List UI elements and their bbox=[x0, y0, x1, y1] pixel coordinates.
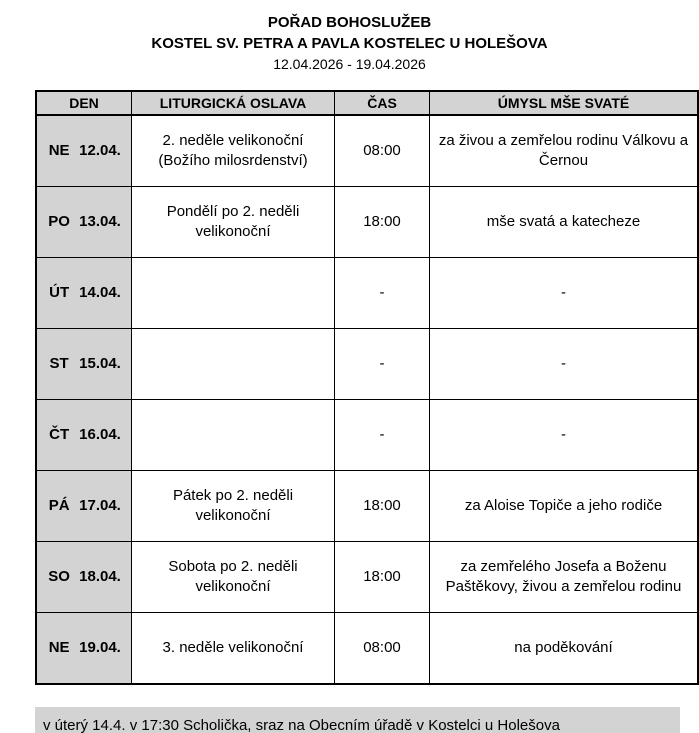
day-abbr: NE bbox=[48, 639, 70, 656]
document-header bbox=[0, 12, 699, 74]
column-header: DEN bbox=[36, 91, 132, 115]
day-abbr: ÚT bbox=[49, 284, 70, 301]
day-cell bbox=[36, 115, 132, 187]
day-cell bbox=[36, 329, 132, 400]
table-row bbox=[36, 115, 698, 187]
schedule-table bbox=[35, 90, 699, 685]
church-name: KOSTEL SV. PETRA A PAVLA KOSTELEC U HOLEŠOVA bbox=[151, 35, 548, 52]
day-cell bbox=[36, 471, 132, 542]
day-date: 16.04. bbox=[79, 426, 121, 443]
day-abbr: PÁ bbox=[48, 497, 70, 514]
day-date: 15.04. bbox=[79, 355, 121, 372]
document-title: POŘAD BOHOSLUŽEB bbox=[267, 14, 432, 31]
time-cell: 18:00 bbox=[335, 187, 430, 258]
day-abbr: NE bbox=[48, 142, 70, 159]
intention-cell: - bbox=[430, 400, 699, 471]
day-date: 19.04. bbox=[79, 639, 121, 656]
table-row bbox=[36, 258, 698, 329]
column-header: ÚMYSL MŠE SVATÉ bbox=[430, 91, 699, 115]
day-cell bbox=[36, 187, 132, 258]
time-cell: - bbox=[335, 400, 430, 471]
day-date: 12.04. bbox=[79, 142, 121, 159]
column-header: LITURGICKÁ OSLAVA bbox=[132, 91, 335, 115]
table-row bbox=[36, 613, 698, 685]
day-abbr: PO bbox=[48, 213, 70, 230]
celebration-cell: Sobota po 2. neděli velikonoční bbox=[132, 542, 335, 613]
day-abbr: ST bbox=[49, 355, 69, 372]
table-row bbox=[36, 187, 698, 258]
day-cell bbox=[36, 542, 132, 613]
time-cell: 18:00 bbox=[335, 471, 430, 542]
intention-cell: - bbox=[430, 258, 699, 329]
celebration-cell bbox=[132, 258, 335, 329]
day-abbr: ČT bbox=[49, 426, 70, 443]
table-row bbox=[36, 329, 698, 400]
time-cell: 08:00 bbox=[335, 115, 430, 187]
celebration-cell: 2. neděle velikonoční (Božího milosrdenství) bbox=[132, 115, 335, 187]
table-row bbox=[36, 542, 698, 613]
intention-cell: - bbox=[430, 329, 699, 400]
day-cell bbox=[36, 258, 132, 329]
intention-cell: mše svatá a katecheze bbox=[430, 187, 699, 258]
header-row bbox=[36, 91, 698, 115]
time-cell: 18:00 bbox=[335, 542, 430, 613]
celebration-cell: Pondělí po 2. neděli velikonoční bbox=[132, 187, 335, 258]
celebration-cell: 3. neděle velikonoční bbox=[132, 613, 335, 685]
time-cell: - bbox=[335, 329, 430, 400]
date-range: 12.04.2026 - 19.04.2026 bbox=[273, 56, 426, 72]
intention-cell: za živou a zemřelou rodinu Válkovu a Černou bbox=[430, 115, 699, 187]
intention-cell: na poděkování bbox=[430, 613, 699, 685]
celebration-cell bbox=[132, 400, 335, 471]
table-row bbox=[36, 471, 698, 542]
celebration-cell: Pátek po 2. neděli velikonoční bbox=[132, 471, 335, 542]
intention-cell: za Aloise Topiče a jeho rodiče bbox=[430, 471, 699, 542]
celebration-cell bbox=[132, 329, 335, 400]
day-date: 18.04. bbox=[79, 568, 121, 585]
footer-note: v úterý 14.4. v 17:30 Scholička, sraz na Obecním úřadě v Kostelci u Holešova bbox=[35, 707, 680, 733]
day-date: 13.04. bbox=[79, 213, 121, 230]
day-date: 14.04. bbox=[79, 284, 121, 301]
time-cell: 08:00 bbox=[335, 613, 430, 685]
day-cell bbox=[36, 400, 132, 471]
table-row bbox=[36, 400, 698, 471]
intention-cell: za zemřelého Josefa a Boženu Paštěkovy, živou a zemřelou rodinu bbox=[430, 542, 699, 613]
day-cell bbox=[36, 613, 132, 685]
day-date: 17.04. bbox=[79, 497, 121, 514]
time-cell: - bbox=[335, 258, 430, 329]
day-abbr: SO bbox=[48, 568, 70, 585]
column-header: ČAS bbox=[335, 91, 430, 115]
